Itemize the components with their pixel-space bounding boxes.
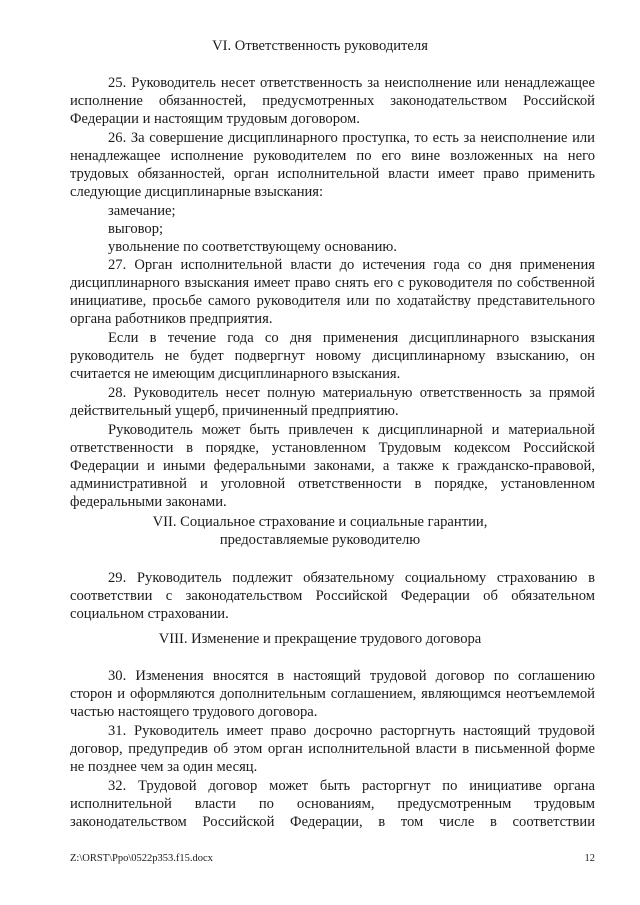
footer-page-number: 12: [584, 853, 595, 864]
footer-file-path: Z:\ORST\Ppo\0522p353.f15.docx: [70, 853, 213, 864]
list-item-reprimand: замечание;: [108, 203, 176, 219]
paragraph-30: 30. Изменения вносятся в настоящий трудовой договор по соглашению сторон и оформляются дополнительным соглашением, являющимся неотъемлемой частью настоящего трудового договора.: [70, 668, 595, 721]
section-8-title: VIII. Изменение и прекращение трудового договора: [158, 631, 482, 647]
paragraph-28: 28. Руководитель несет полную материальную ответственность за прямой действительный ущерб, причиненный предприятию.: [70, 385, 595, 420]
paragraph-27-continuation: Если в течение года со дня применения дисциплинарного взыскания руководитель не будет подвергнут новому дисциплинарному взысканию, он считается не имеющим дисциплинарного взыскания.: [70, 330, 595, 383]
list-item-rebuke: выговор;: [108, 221, 164, 237]
list-item-dismissal: увольнение по соответствующему основанию.: [108, 239, 397, 255]
paragraph-26: 26. За совершение дисциплинарного проступка, то есть за неисполнение или ненадлежащее исполнение руководителем по его вине возложенных на него трудовых обязанностей, орган исполнительной власти имеет право применить следующие дисциплинарные взыскания:: [70, 130, 595, 201]
paragraph-28-continuation: Руководитель может быть привлечен к дисциплинарной и материальной ответственности в порядке, установленном Трудовым кодексом Российской Федерации и иными федеральными законами, а также к гражданско-правовой, административной и уголовной ответственности в порядке, установленном федеральными законами.: [70, 422, 595, 511]
section-6-title: VI. Ответственность руководителя: [212, 38, 428, 54]
paragraph-25: 25. Руководитель несет ответственность за неисполнение или ненадлежащее исполнение обязанностей, предусмотренных законодательством Российской Федерации и настоящим трудовым договором.: [70, 75, 595, 128]
section-7-title-line-1: VII. Социальное страхование и социальные гарантии,: [152, 514, 488, 530]
paragraph-31: 31. Руководитель имеет право досрочно расторгнуть настоящий трудовой договор, предупредив об этом орган исполнительной власти в письменной форме не позднее чем за один месяц.: [70, 723, 595, 776]
paragraph-32: 32. Трудовой договор может быть расторгнут по инициативе органа исполнительной власти по основаниям, предусмотренным трудовым законодательством Российской Федерации, в том числе в соответствии: [70, 778, 595, 831]
paragraph-27: 27. Орган исполнительной власти до истечения года со дня применения дисциплинарного взыскания имеет право снять его с руководителя по собственной инициативе, просьбе самого руководителя или по ходатайству представительного органа работников предприятия.: [70, 257, 595, 328]
section-7-title-line-2: предоставляемые руководителю: [219, 532, 421, 548]
paragraph-29: 29. Руководитель подлежит обязательному социальному страхованию в соответствии с законодательством Российской Федерации об обязательном социальном страховании.: [70, 570, 595, 623]
